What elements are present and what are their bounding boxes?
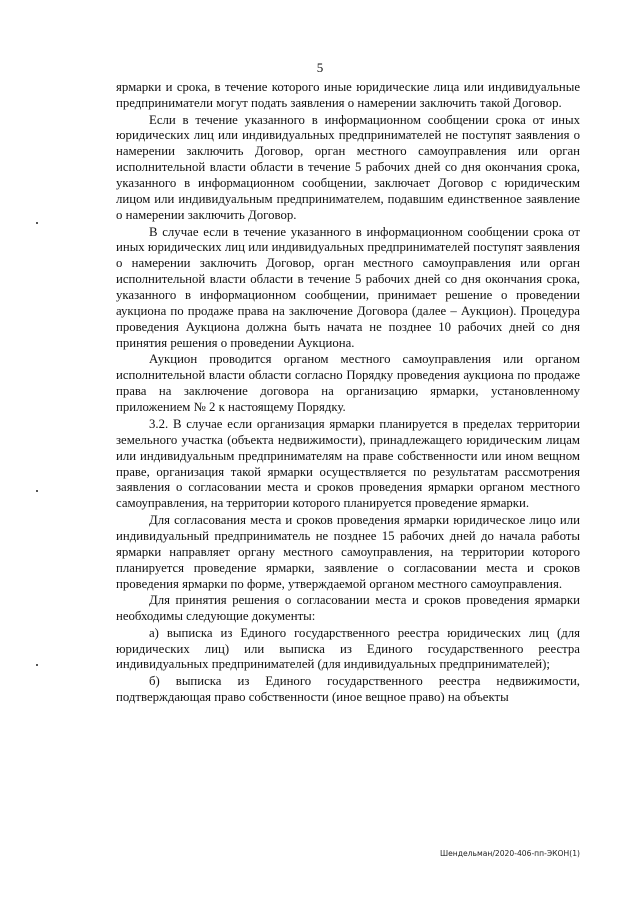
paragraph: а) выписка из Единого государственного реестра юридических лиц (для юридических лиц) или выписка из Единого государственного реестра индивидуальных предпринимателей (для индивидуальных предпринимателей);: [116, 625, 580, 672]
paragraph: б) выписка из Единого государственного реестра недвижимости, подтверждающая право собственности (иное вещное право) на объекты: [116, 674, 580, 704]
paragraph: ярмарки и срока, в течение которого иные юридические лица или индивидуальные предприниматели могут подать заявления о намерении заключить такой Договор.: [116, 80, 580, 110]
paragraph: В случае если в течение указанного в информационном сообщении срока от иных юридических лиц или индивидуальных предпринимателей поступят заявления о намерении заключить Договор, орган местного самоуправления или орган исполнительной власти области в течение 5 рабочих дней со дня окончания срока, указанного в информационном сообщении, принимает решение о проведении аукциона по продаже права на заключение Договора (далее – Аукцион). Процедура проведения Аукциона должна быть начата не позднее 10 рабочих дней со дня принятия решения о проведении Аукциона.: [116, 224, 580, 350]
paragraph: Для согласования места и сроков проведения ярмарки юридическое лицо или индивидуальный предприниматель не позднее 15 рабочих дней до начала работы ярмарки направляет органу местного самоуправления, на территории которого планируется проведение ярмарки, заявление о согласовании места и сроков проведения ярмарки по форме, утверждаемой органом местного самоуправления.: [116, 512, 580, 591]
document-body: [116, 80, 580, 707]
scan-speck: [36, 222, 38, 224]
paragraph: Если в течение указанного в информационном сообщении срока от иных юридических лиц или индивидуальных предпринимателей не поступят заявления о намерении заключить Договор, орган местного самоуправления или орган исполнительной власти области в течение 5 рабочих дней со дня окончания срока, указанного в информационном сообщении, заключает Договор с юридическим лицом или индивидуальным предпринимателем, подавшим единственное заявление о намерении заключить Договор.: [116, 112, 580, 222]
scan-speck: [36, 490, 38, 492]
paragraph: 3.2. В случае если организация ярмарки планируется в пределах территории земельного участка (объекта недвижимости), принадлежащего юридическим лицам или индивидуальным предпринимателям на праве собственности или ином вещном праве, организация такой ярмарки осуществляется по результатам рассмотрения заявления о согласовании места и сроков проведения ярмарки органом местного самоуправления, на территории которого планируется проведение ярмарки.: [116, 416, 580, 511]
paragraph: Для принятия решения о согласовании места и сроков проведения ярмарки необходимы следующие документы:: [116, 593, 580, 624]
document-footer-code: Шендельман/2020-406-пп-ЭКОН(1): [439, 849, 580, 858]
scan-speck: [36, 664, 38, 666]
paragraph: Аукцион проводится органом местного самоуправления или органом исполнительной власти области согласно Порядку проведения аукциона по продаже права на заключение договора на организацию ярмарки, установленному приложением № 2 к настоящему Порядку.: [116, 352, 580, 415]
page-number: 5: [316, 60, 324, 75]
